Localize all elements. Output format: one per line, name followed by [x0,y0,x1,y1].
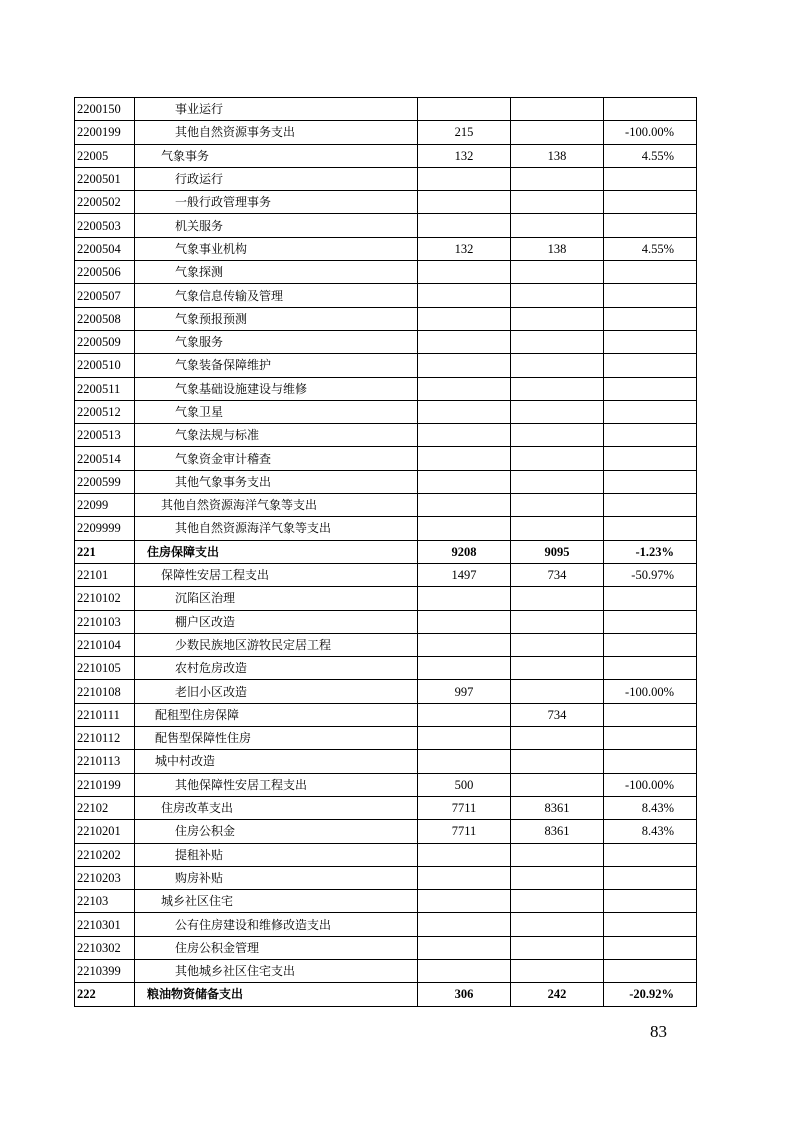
account-code-cell: 22102 [75,796,135,819]
account-name-cell: 棚户区改造 [135,610,418,633]
prior-year-value-cell [418,261,511,284]
change-percent-cell [604,633,697,656]
account-name-cell: 其他自然资源海洋气象等支出 [135,494,418,517]
table-row [75,563,697,586]
change-percent-cell [604,587,697,610]
prior-year-value-cell [418,587,511,610]
table-row [75,517,697,540]
budget-expenditure-table [74,97,697,1007]
account-name-cell: 农村危房改造 [135,657,418,680]
table-row [75,237,697,260]
change-percent-cell: 4.55% [604,237,697,260]
prior-year-value-cell: 9208 [418,540,511,563]
table-row [75,796,697,819]
change-percent-cell [604,167,697,190]
account-code-cell: 2210201 [75,820,135,843]
prior-year-value-cell [418,400,511,423]
prior-year-value-cell [418,610,511,633]
account-name-cell: 气象预报预测 [135,307,418,330]
table-row [75,307,697,330]
table-row [75,261,697,284]
table-row [75,330,697,353]
account-name-cell: 保障性安居工程支出 [135,563,418,586]
account-code-cell: 2200512 [75,400,135,423]
prior-year-value-cell: 7711 [418,796,511,819]
account-name-cell: 公有住房建设和维修改造支出 [135,913,418,936]
change-percent-cell [604,727,697,750]
prior-year-value-cell: 132 [418,237,511,260]
current-year-value-cell [511,494,604,517]
current-year-value-cell [511,610,604,633]
account-name-cell: 城中村改造 [135,750,418,773]
current-year-value-cell [511,191,604,214]
account-name-cell: 配售型保障性住房 [135,727,418,750]
account-code-cell: 2210203 [75,866,135,889]
budget-table-container [74,97,696,1007]
account-code-cell: 2200514 [75,447,135,470]
account-name-cell: 城乡社区住宅 [135,890,418,913]
current-year-value-cell [511,214,604,237]
change-percent-cell [604,936,697,959]
current-year-value-cell [511,261,604,284]
table-row [75,144,697,167]
current-year-value-cell [511,959,604,982]
prior-year-value-cell [418,866,511,889]
account-code-cell: 2210202 [75,843,135,866]
account-name-cell: 气象基础设施建设与维修 [135,377,418,400]
prior-year-value-cell: 997 [418,680,511,703]
change-percent-cell: 8.43% [604,796,697,819]
prior-year-value-cell [418,424,511,447]
account-code-cell: 2200599 [75,470,135,493]
prior-year-value-cell: 7711 [418,820,511,843]
change-percent-cell [604,284,697,307]
current-year-value-cell: 734 [511,703,604,726]
prior-year-value-cell [418,727,511,750]
account-code-cell: 2200506 [75,261,135,284]
prior-year-value-cell: 215 [418,121,511,144]
table-row [75,936,697,959]
current-year-value-cell: 138 [511,144,604,167]
account-code-cell: 2200504 [75,237,135,260]
account-name-cell: 行政运行 [135,167,418,190]
table-row [75,214,697,237]
current-year-value-cell [511,307,604,330]
prior-year-value-cell [418,843,511,866]
change-percent-cell [604,610,697,633]
prior-year-value-cell: 500 [418,773,511,796]
current-year-value-cell [511,773,604,796]
change-percent-cell: -100.00% [604,121,697,144]
change-percent-cell [604,424,697,447]
table-row [75,400,697,423]
account-name-cell: 其他城乡社区住宅支出 [135,959,418,982]
table-row [75,750,697,773]
table-row [75,494,697,517]
page-number: 83 [650,1022,667,1041]
table-row [75,633,697,656]
table-row [75,377,697,400]
table-row [75,703,697,726]
account-name-cell: 气象事务 [135,144,418,167]
prior-year-value-cell [418,307,511,330]
account-name-cell: 机关服务 [135,214,418,237]
current-year-value-cell [511,470,604,493]
change-percent-cell [604,959,697,982]
prior-year-value-cell [418,330,511,353]
change-percent-cell [604,307,697,330]
current-year-value-cell [511,284,604,307]
prior-year-value-cell [418,703,511,726]
change-percent-cell [604,330,697,353]
account-code-cell: 2210108 [75,680,135,703]
table-row [75,284,697,307]
account-name-cell: 气象资金审计稽查 [135,447,418,470]
table-row [75,447,697,470]
table-row [75,680,697,703]
current-year-value-cell [511,680,604,703]
prior-year-value-cell: 132 [418,144,511,167]
account-name-cell: 沉陷区治理 [135,587,418,610]
current-year-value-cell [511,167,604,190]
account-code-cell: 2210199 [75,773,135,796]
table-row [75,866,697,889]
table-row [75,98,697,121]
account-code-cell: 2210301 [75,913,135,936]
account-code-cell: 2200150 [75,98,135,121]
change-percent-cell: -100.00% [604,680,697,703]
account-name-cell: 气象法规与标准 [135,424,418,447]
table-row [75,983,697,1006]
account-code-cell: 2210399 [75,959,135,982]
current-year-value-cell [511,517,604,540]
table-row [75,121,697,144]
current-year-value-cell [511,377,604,400]
current-year-value-cell [511,936,604,959]
current-year-value-cell [511,447,604,470]
current-year-value-cell [511,843,604,866]
account-code-cell: 22005 [75,144,135,167]
current-year-value-cell [511,657,604,680]
change-percent-cell [604,470,697,493]
current-year-value-cell [511,424,604,447]
account-name-cell: 住房公积金管理 [135,936,418,959]
table-row [75,470,697,493]
account-name-cell: 老旧小区改造 [135,680,418,703]
account-code-cell: 22103 [75,890,135,913]
change-percent-cell: -1.23% [604,540,697,563]
account-code-cell: 2200507 [75,284,135,307]
prior-year-value-cell: 306 [418,983,511,1006]
current-year-value-cell [511,400,604,423]
account-name-cell: 其他气象事务支出 [135,470,418,493]
account-code-cell: 2210105 [75,657,135,680]
account-name-cell: 气象信息传输及管理 [135,284,418,307]
change-percent-cell [604,657,697,680]
account-name-cell: 气象服务 [135,330,418,353]
account-name-cell: 气象探测 [135,261,418,284]
table-row [75,354,697,377]
change-percent-cell [604,191,697,214]
change-percent-cell [604,214,697,237]
current-year-value-cell: 242 [511,983,604,1006]
account-name-cell: 粮油物资储备支出 [135,983,418,1006]
account-code-cell: 22101 [75,563,135,586]
account-code-cell: 2210113 [75,750,135,773]
table-row [75,657,697,680]
prior-year-value-cell [418,214,511,237]
account-code-cell: 2200511 [75,377,135,400]
account-name-cell: 气象卫星 [135,400,418,423]
change-percent-cell [604,377,697,400]
account-code-cell: 2200503 [75,214,135,237]
account-code-cell: 2200509 [75,330,135,353]
table-row [75,843,697,866]
table-row [75,610,697,633]
account-name-cell: 其他自然资源海洋气象等支出 [135,517,418,540]
account-name-cell: 住房公积金 [135,820,418,843]
prior-year-value-cell [418,494,511,517]
change-percent-cell [604,750,697,773]
current-year-value-cell: 8361 [511,796,604,819]
current-year-value-cell: 734 [511,563,604,586]
prior-year-value-cell [418,633,511,656]
prior-year-value-cell [418,284,511,307]
prior-year-value-cell [418,959,511,982]
prior-year-value-cell [418,354,511,377]
account-name-cell: 住房保障支出 [135,540,418,563]
current-year-value-cell [511,98,604,121]
current-year-value-cell [511,750,604,773]
account-code-cell: 2200501 [75,167,135,190]
change-percent-cell [604,494,697,517]
table-row [75,191,697,214]
account-name-cell: 事业运行 [135,98,418,121]
current-year-value-cell [511,330,604,353]
current-year-value-cell [511,727,604,750]
change-percent-cell [604,517,697,540]
prior-year-value-cell [418,377,511,400]
account-code-cell: 2210302 [75,936,135,959]
current-year-value-cell [511,913,604,936]
change-percent-cell [604,866,697,889]
account-code-cell: 2200510 [75,354,135,377]
change-percent-cell [604,98,697,121]
current-year-value-cell [511,354,604,377]
current-year-value-cell [511,121,604,144]
prior-year-value-cell [418,657,511,680]
account-code-cell: 221 [75,540,135,563]
account-code-cell: 2200199 [75,121,135,144]
account-name-cell: 气象事业机构 [135,237,418,260]
table-row [75,587,697,610]
prior-year-value-cell [418,98,511,121]
account-code-cell: 222 [75,983,135,1006]
table-row [75,540,697,563]
change-percent-cell: 4.55% [604,144,697,167]
table-row [75,773,697,796]
account-code-cell: 2210111 [75,703,135,726]
account-name-cell: 提租补贴 [135,843,418,866]
account-name-cell: 购房补贴 [135,866,418,889]
change-percent-cell [604,261,697,284]
prior-year-value-cell [418,936,511,959]
table-row [75,820,697,843]
account-name-cell: 一般行政管理事务 [135,191,418,214]
account-code-cell: 2210104 [75,633,135,656]
table-body [75,98,697,1007]
prior-year-value-cell: 1497 [418,563,511,586]
account-code-cell: 2210112 [75,727,135,750]
prior-year-value-cell [418,191,511,214]
account-name-cell: 住房改革支出 [135,796,418,819]
prior-year-value-cell [418,913,511,936]
account-name-cell: 少数民族地区游牧民定居工程 [135,633,418,656]
change-percent-cell [604,890,697,913]
current-year-value-cell [511,633,604,656]
prior-year-value-cell [418,447,511,470]
account-code-cell: 2200508 [75,307,135,330]
account-code-cell: 2210102 [75,587,135,610]
account-code-cell: 22099 [75,494,135,517]
account-name-cell: 气象装备保障维护 [135,354,418,377]
prior-year-value-cell [418,517,511,540]
change-percent-cell: 8.43% [604,820,697,843]
change-percent-cell [604,843,697,866]
table-row [75,424,697,447]
table-row [75,167,697,190]
change-percent-cell [604,400,697,423]
account-name-cell: 其他自然资源事务支出 [135,121,418,144]
change-percent-cell [604,354,697,377]
current-year-value-cell [511,587,604,610]
change-percent-cell [604,447,697,470]
change-percent-cell [604,913,697,936]
table-row [75,727,697,750]
current-year-value-cell [511,890,604,913]
prior-year-value-cell [418,750,511,773]
account-code-cell: 2209999 [75,517,135,540]
table-row [75,913,697,936]
current-year-value-cell: 138 [511,237,604,260]
change-percent-cell: -100.00% [604,773,697,796]
prior-year-value-cell [418,890,511,913]
account-name-cell: 其他保障性安居工程支出 [135,773,418,796]
prior-year-value-cell [418,167,511,190]
account-code-cell: 2200502 [75,191,135,214]
account-code-cell: 2210103 [75,610,135,633]
change-percent-cell: -50.97% [604,563,697,586]
change-percent-cell: -20.92% [604,983,697,1006]
table-row [75,959,697,982]
current-year-value-cell: 9095 [511,540,604,563]
prior-year-value-cell [418,470,511,493]
current-year-value-cell: 8361 [511,820,604,843]
change-percent-cell [604,703,697,726]
account-name-cell: 配租型住房保障 [135,703,418,726]
current-year-value-cell [511,866,604,889]
account-code-cell: 2200513 [75,424,135,447]
table-row [75,890,697,913]
